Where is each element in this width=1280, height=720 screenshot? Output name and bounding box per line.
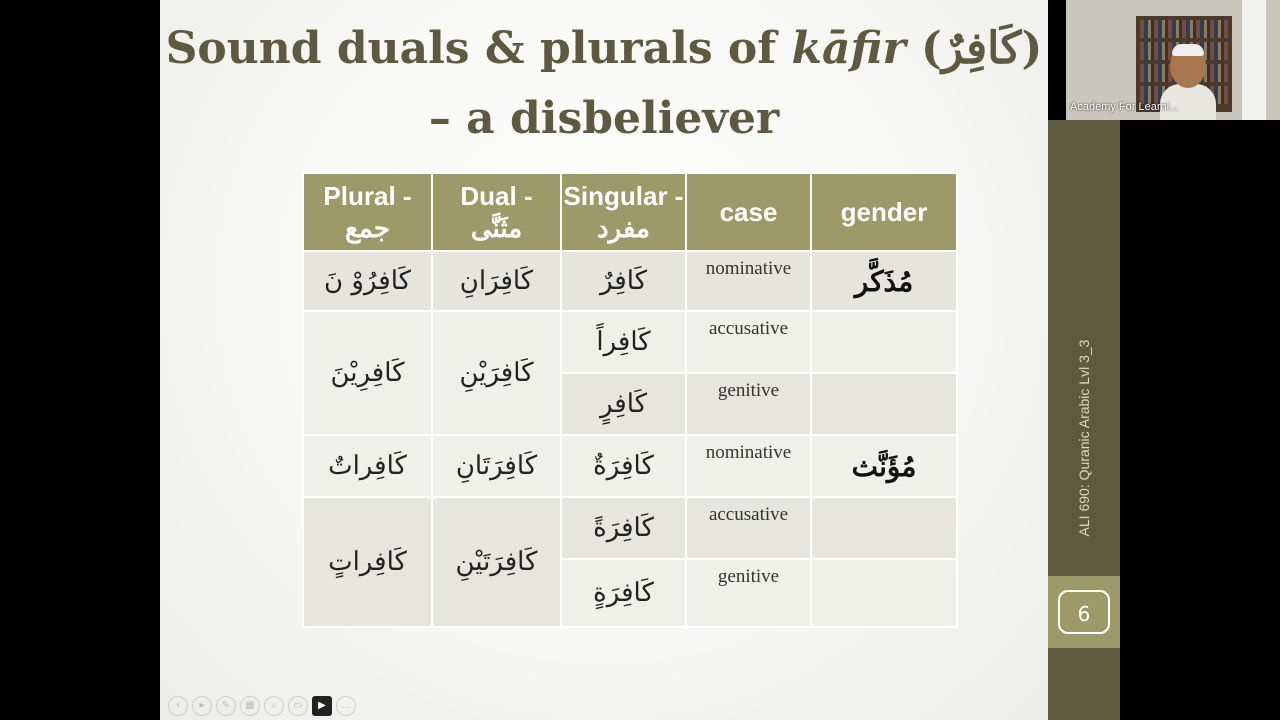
cell-gender — [811, 373, 957, 435]
table-row — [303, 497, 957, 559]
cell-gender — [811, 497, 957, 559]
slide — [160, 0, 1048, 720]
door — [1242, 0, 1266, 120]
cell-plural: كَافِرُوْ نَ — [303, 251, 432, 311]
table-header-row — [303, 173, 957, 251]
header-gender: gender — [811, 173, 957, 251]
table-row — [303, 435, 957, 497]
participant-video[interactable] — [1066, 0, 1280, 120]
cell-plural: كَافِراتٌ — [303, 435, 432, 497]
page-number-block — [1048, 576, 1120, 648]
cell-singular: كَافِراً — [561, 311, 686, 373]
header-plural: Plural - جمع — [303, 173, 432, 251]
cell-singular: كَافِرَةٍ — [561, 559, 686, 627]
slide-side-band — [1048, 120, 1120, 720]
participant-name: Academy For Learni... — [1070, 101, 1179, 113]
page-number: 6 — [1058, 590, 1110, 634]
cell-singular: كَافِرٌ — [561, 251, 686, 311]
table-row — [303, 251, 957, 311]
course-label: ALI 690: Quranic Arabic Lvl 3_3 — [1076, 339, 1092, 537]
cell-case: accusative — [686, 311, 811, 373]
prev-icon[interactable]: ‹ — [168, 696, 188, 716]
table-row — [303, 311, 957, 373]
slide-title-line2: – a disbeliever — [428, 93, 780, 144]
pen-icon[interactable]: ✎ — [216, 696, 236, 716]
slides-icon[interactable]: ▦ — [240, 696, 260, 716]
title-text: Sound duals & plurals of — [165, 23, 777, 74]
header-dual: Dual - مثَنَّى — [432, 173, 561, 251]
play-icon[interactable]: ▸ — [192, 696, 212, 716]
cell-dual: كَافِرَيْنِ — [432, 311, 561, 435]
cell-dual: كَافِرَتَيْنِ — [432, 497, 561, 627]
cell-case: nominative — [686, 251, 811, 311]
subtitle-icon[interactable]: ▭ — [288, 696, 308, 716]
cell-case: nominative — [686, 435, 811, 497]
cell-case: genitive — [686, 559, 811, 627]
cell-gender: مُذَكَّر — [811, 251, 957, 311]
cell-dual: كَافِرَتَانِ — [432, 435, 561, 497]
conjugation-table — [302, 172, 958, 628]
cell-gender — [811, 311, 957, 373]
cell-plural: كَافِرِيْنَ — [303, 311, 432, 435]
cell-gender — [811, 559, 957, 627]
cell-singular: كَافِرٍ — [561, 373, 686, 435]
title-italic-word: kāfir — [791, 23, 906, 74]
cell-case: genitive — [686, 373, 811, 435]
cell-dual: كَافِرَانِ — [432, 251, 561, 311]
header-case: case — [686, 173, 811, 251]
cell-singular: كَافِرَةً — [561, 497, 686, 559]
zoom-icon[interactable]: ⌕ — [264, 696, 284, 716]
slide-title-line1 — [160, 16, 1048, 82]
video-icon[interactable]: ▶ — [312, 696, 332, 716]
slideshow-toolbar — [168, 696, 356, 718]
cell-plural: كَافِراتٍ — [303, 497, 432, 627]
more-icon[interactable]: … — [336, 696, 356, 716]
cell-singular: كَافِرَةٌ — [561, 435, 686, 497]
cell-gender: مُؤَنَّث — [811, 435, 957, 497]
cell-case: accusative — [686, 497, 811, 559]
header-singular: Singular - مفرد — [561, 173, 686, 251]
title-arabic: (كَافِرٌ) — [921, 23, 1043, 74]
